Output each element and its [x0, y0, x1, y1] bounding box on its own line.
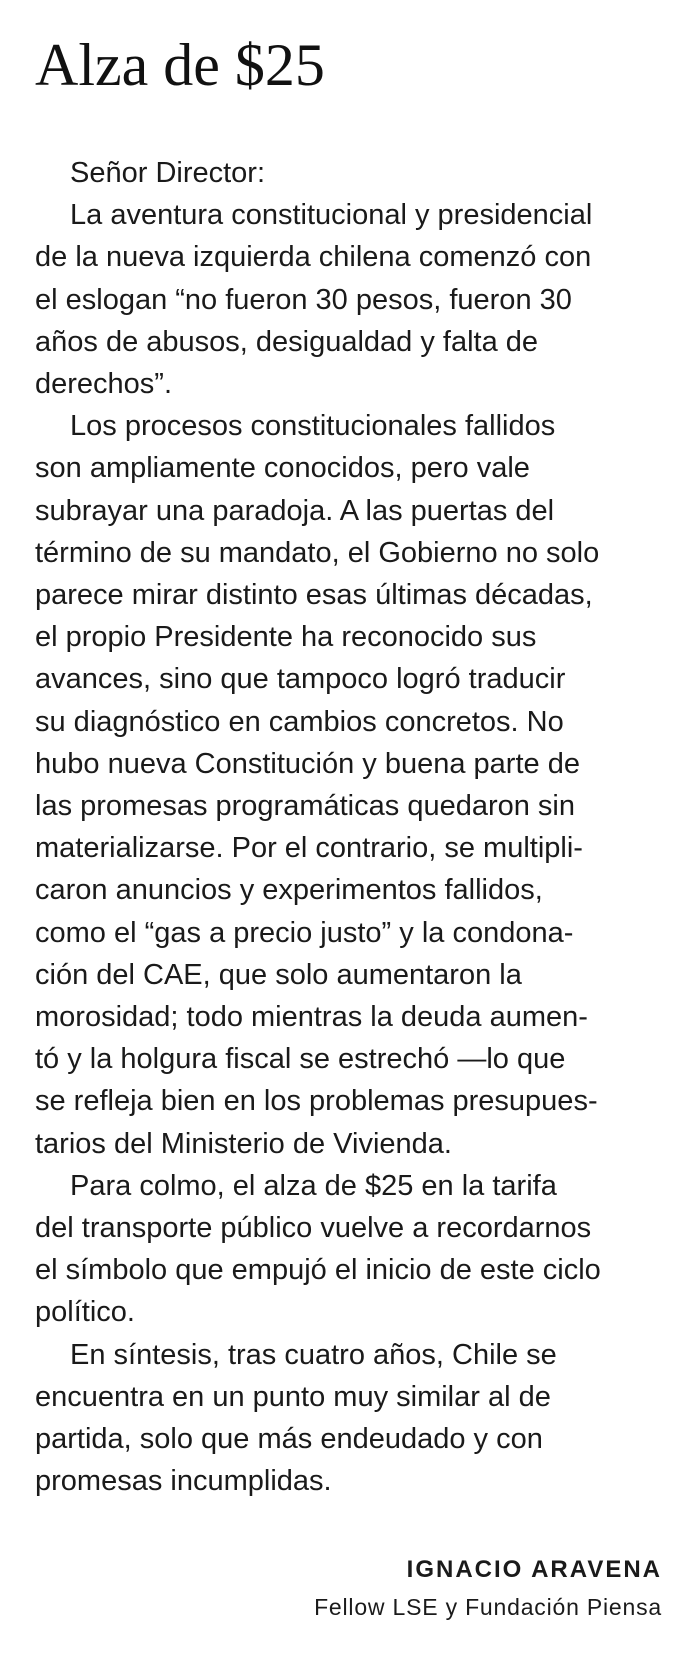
signature-block	[314, 1553, 662, 1627]
text-line: promesas incumplidas.	[35, 1465, 332, 1498]
letter-body	[35, 152, 660, 1503]
text-line: como el “gas a precio justo” y la condona-	[35, 916, 574, 949]
text-line: caron anuncios y experimentos fallidos,	[35, 874, 543, 907]
paragraph-1	[35, 194, 660, 405]
text-line: término de su mandato, el Gobierno no solo	[35, 536, 600, 569]
text-line: político.	[35, 1296, 135, 1329]
text-line: subrayar una paradoja. A las puertas del	[35, 494, 555, 527]
letter-header	[35, 30, 665, 100]
headline: Alza de $25	[35, 32, 325, 98]
paragraph-3	[35, 1165, 660, 1334]
text-line: años de abusos, desigualdad y falta de	[35, 325, 539, 358]
text-line: del transporte público vuelve a recordarnos	[35, 1212, 592, 1245]
text-line: su diagnóstico en cambios concretos. No	[35, 705, 564, 738]
text-line: tarios del Ministerio de Vivienda.	[35, 1127, 452, 1160]
author-name: IGNACIO ARAVENA	[406, 1556, 662, 1583]
text-line: La aventura constitucional y presidencial	[70, 199, 593, 232]
text-line: el símbolo que empujó el inicio de este ciclo	[35, 1254, 601, 1287]
text-line: avances, sino que tampoco logró traducir	[35, 663, 566, 696]
paragraph-4	[35, 1334, 660, 1503]
author-affiliation: Fellow LSE y Fundación Piensa	[314, 1594, 662, 1620]
text-line: tó y la holgura fiscal se estrechó —lo que	[35, 1043, 566, 1076]
paragraph-2	[35, 405, 660, 1165]
text-line: son ampliamente conocidos, pero vale	[35, 452, 530, 485]
text-line: Para colmo, el alza de $25 en la tarifa	[70, 1169, 557, 1202]
text-line: partida, solo que más endeudado y con	[35, 1423, 543, 1456]
text-line: morosidad; todo mientras la deuda aumen-	[35, 1001, 588, 1034]
text-line: de la nueva izquierda chilena comenzó con	[35, 241, 592, 274]
text-line: el eslogan “no fueron 30 pesos, fueron 30	[35, 283, 572, 316]
text-line: encuentra en un punto muy similar al de	[35, 1380, 551, 1413]
text-line: las promesas programáticas quedaron sin	[35, 790, 575, 823]
text-line: Los procesos constitucionales fallidos	[70, 410, 556, 443]
text-line: derechos”.	[35, 368, 173, 401]
salutation: Señor Director:	[70, 157, 266, 189]
text-line: En síntesis, tras cuatro años, Chile se	[70, 1338, 557, 1371]
text-line: se refleja bien en los problemas presupues-	[35, 1085, 598, 1118]
text-line: parece mirar distinto esas últimas décadas,	[35, 579, 593, 612]
text-line: hubo nueva Constitución y buena parte de	[35, 747, 580, 780]
text-line: el propio Presidente ha reconocido sus	[35, 621, 537, 654]
text-line: ción del CAE, que solo aumentaron la	[35, 958, 522, 991]
text-line: materializarse. Por el contrario, se multipli-	[35, 832, 583, 865]
